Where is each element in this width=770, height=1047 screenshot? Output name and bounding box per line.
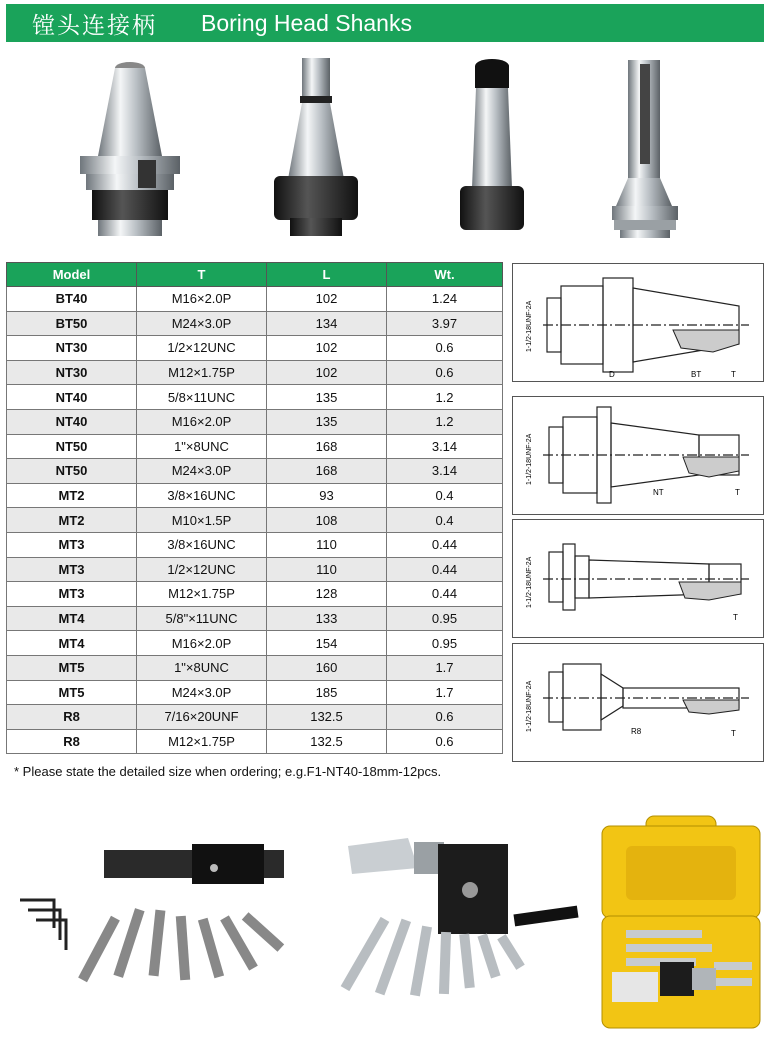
drawing-label-d: D — [609, 370, 615, 379]
cell-length: 168 — [267, 434, 387, 459]
table-row — [7, 287, 503, 312]
cell-model: MT4 — [7, 631, 137, 656]
cell-weight: 1.2 — [387, 385, 503, 410]
drawing-label-t: T — [733, 613, 738, 622]
table-row — [7, 385, 503, 410]
table-header-row — [7, 263, 503, 287]
cell-weight: 1.24 — [387, 287, 503, 312]
cell-thread: M12×1.75P — [137, 360, 267, 385]
drawing-label-r8: R8 — [631, 727, 642, 736]
table-row — [7, 557, 503, 582]
bt-shank-image — [70, 56, 190, 246]
table-row — [7, 680, 503, 705]
cell-model: R8 — [7, 705, 137, 730]
nt-technical-drawing — [512, 396, 764, 515]
table-row — [7, 459, 503, 484]
cell-model: MT5 — [7, 655, 137, 680]
cell-model: R8 — [7, 729, 137, 754]
column-header-model: Model — [7, 263, 137, 287]
drawing-label-t: T — [735, 488, 740, 497]
cell-weight: 3.14 — [387, 459, 503, 484]
cell-thread: M16×2.0P — [137, 409, 267, 434]
cell-thread: M12×1.75P — [137, 729, 267, 754]
cell-length: 135 — [267, 385, 387, 410]
drawing-thread-label: 1-1/2-18UNF-2A — [526, 556, 533, 608]
table-row — [7, 311, 503, 336]
cell-weight: 1.7 — [387, 680, 503, 705]
cell-weight: 0.44 — [387, 582, 503, 607]
cell-length: 134 — [267, 311, 387, 336]
cell-weight: 3.14 — [387, 434, 503, 459]
nt-shank-image — [268, 54, 364, 244]
bt-technical-drawing — [512, 263, 764, 382]
table-row — [7, 483, 503, 508]
table-row — [7, 655, 503, 680]
cell-weight: 0.44 — [387, 532, 503, 557]
cell-model: NT30 — [7, 360, 137, 385]
cell-thread: M10×1.5P — [137, 508, 267, 533]
table-row — [7, 434, 503, 459]
drawing-thread-label: 1-1/2-18UNF-2A — [526, 680, 533, 732]
cell-model: MT3 — [7, 557, 137, 582]
table-row — [7, 532, 503, 557]
drawing-label-nt: NT — [653, 488, 664, 497]
cell-length: 135 — [267, 409, 387, 434]
cell-thread: 5/8"×11UNC — [137, 606, 267, 631]
table-row — [7, 729, 503, 754]
cell-length: 110 — [267, 557, 387, 582]
cell-model: MT4 — [7, 606, 137, 631]
cell-thread: M24×3.0P — [137, 459, 267, 484]
table-row — [7, 606, 503, 631]
table-row — [7, 631, 503, 656]
column-header-l: L — [267, 263, 387, 287]
cell-thread: 7/16×20UNF — [137, 705, 267, 730]
cell-length: 110 — [267, 532, 387, 557]
drawing-label-t: T — [731, 729, 736, 738]
cell-thread: 5/8×11UNC — [137, 385, 267, 410]
cell-length: 132.5 — [267, 729, 387, 754]
drawing-thread-label: 1-1/2-18UNF-2A — [526, 300, 533, 352]
cell-thread: M16×2.0P — [137, 287, 267, 312]
cell-model: NT50 — [7, 434, 137, 459]
drawing-label-t: T — [731, 370, 736, 379]
cell-length: 168 — [267, 459, 387, 484]
cell-weight: 0.4 — [387, 483, 503, 508]
cell-weight: 0.95 — [387, 606, 503, 631]
cell-length: 160 — [267, 655, 387, 680]
cell-thread: 1/2×12UNC — [137, 557, 267, 582]
title-english: Boring Head Shanks — [201, 9, 412, 36]
cell-model: NT50 — [7, 459, 137, 484]
cell-model: MT2 — [7, 508, 137, 533]
cell-length: 128 — [267, 582, 387, 607]
cell-weight: 3.97 — [387, 311, 503, 336]
cell-thread: M12×1.75P — [137, 582, 267, 607]
cell-model: MT3 — [7, 582, 137, 607]
cell-length: 133 — [267, 606, 387, 631]
r8-shank-image — [600, 56, 690, 242]
cell-thread: M24×3.0P — [137, 311, 267, 336]
cell-thread: 3/8×16UNC — [137, 483, 267, 508]
bt-boring-head-kit-photo — [330, 834, 590, 1004]
cell-thread: M16×2.0P — [137, 631, 267, 656]
cell-model: NT30 — [7, 336, 137, 361]
cell-weight: 0.4 — [387, 508, 503, 533]
cell-weight: 0.6 — [387, 336, 503, 361]
cell-thread: 1/2×12UNC — [137, 336, 267, 361]
cell-model: MT5 — [7, 680, 137, 705]
spec-table — [6, 262, 503, 754]
header-banner — [6, 4, 764, 42]
drawing-label-bt: BT — [691, 370, 702, 379]
cell-length: 185 — [267, 680, 387, 705]
cell-weight: 0.6 — [387, 705, 503, 730]
table-row — [7, 409, 503, 434]
cell-model: NT40 — [7, 385, 137, 410]
table-row — [7, 705, 503, 730]
cell-weight: 0.95 — [387, 631, 503, 656]
cell-weight: 1.7 — [387, 655, 503, 680]
cell-model: BT40 — [7, 287, 137, 312]
cell-length: 108 — [267, 508, 387, 533]
cell-weight: 0.6 — [387, 729, 503, 754]
cell-length: 102 — [267, 336, 387, 361]
mt-technical-drawing — [512, 519, 764, 638]
mt-shank-image — [452, 58, 532, 244]
r8-technical-drawing — [512, 643, 764, 762]
column-header-wt: Wt. — [387, 263, 503, 287]
cell-thread: 1"×8UNC — [137, 655, 267, 680]
cell-thread: 1"×8UNC — [137, 434, 267, 459]
boring-head-set-with-tools-photo — [14, 830, 304, 1000]
cell-length: 154 — [267, 631, 387, 656]
cell-model: MT3 — [7, 532, 137, 557]
yellow-case-boring-kit-photo — [596, 812, 766, 1034]
drawing-thread-label: 1-1/2-18UNF-2A — [526, 433, 533, 485]
cell-weight: 0.6 — [387, 360, 503, 385]
cell-weight: 1.2 — [387, 409, 503, 434]
table-row — [7, 508, 503, 533]
table-row — [7, 336, 503, 361]
cell-weight: 0.44 — [387, 557, 503, 582]
cell-thread: 3/8×16UNC — [137, 532, 267, 557]
ordering-note: * Please state the detailed size when ordering; e.g.F1-NT40-18mm-12pcs. — [14, 764, 442, 779]
cell-length: 102 — [267, 287, 387, 312]
title-chinese: 镗头连接柄 — [32, 12, 157, 39]
table-row — [7, 582, 503, 607]
cell-model: MT2 — [7, 483, 137, 508]
column-header-t: T — [137, 263, 267, 287]
cell-length: 102 — [267, 360, 387, 385]
cell-length: 132.5 — [267, 705, 387, 730]
cell-model: NT40 — [7, 409, 137, 434]
cell-model: BT50 — [7, 311, 137, 336]
cell-thread: M24×3.0P — [137, 680, 267, 705]
table-row — [7, 360, 503, 385]
cell-length: 93 — [267, 483, 387, 508]
